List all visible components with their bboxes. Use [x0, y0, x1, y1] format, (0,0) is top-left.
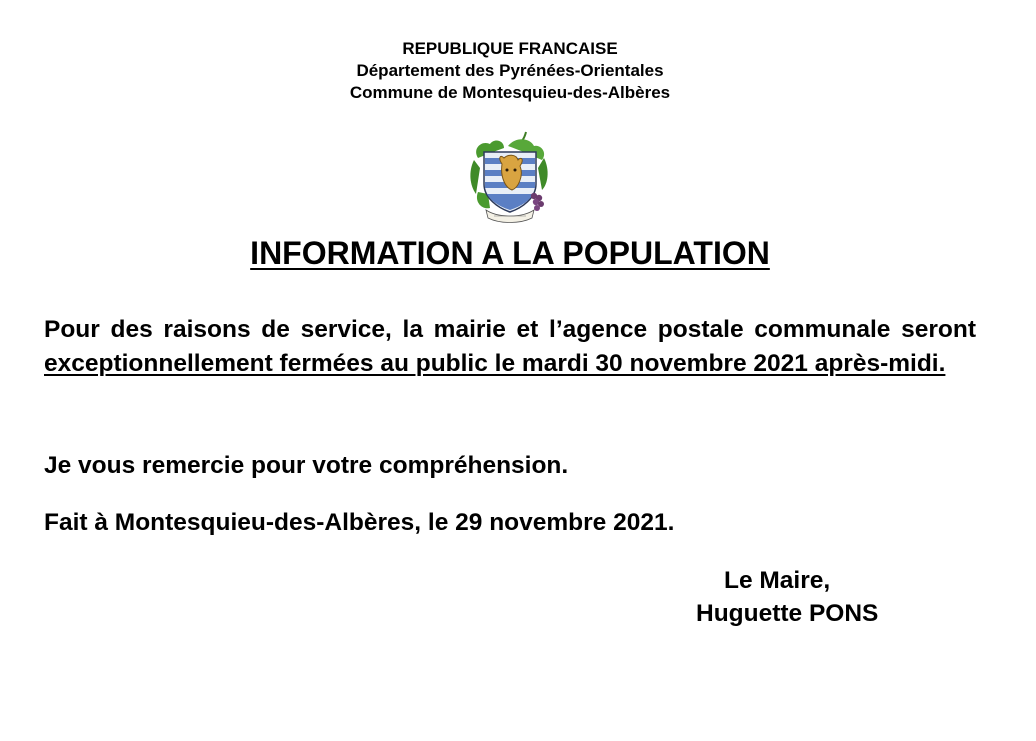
notice-text: Pour des raisons de service, la mairie et l’agence postale communale seront	[44, 316, 976, 343]
header-republic: REPUBLIQUE FRANCAISE	[402, 39, 618, 58]
notice-paragraph	[44, 313, 976, 380]
place-date-paragraph: Fait à Montesquieu-des-Albères, le 29 novembre 2021.	[44, 509, 675, 536]
signature-name: Huguette PONS	[696, 600, 879, 627]
signature-role: Le Maire,	[724, 567, 831, 594]
title-text: INFORMATION A LA POPULATION	[250, 235, 770, 271]
commune-coat-of-arms-icon	[468, 128, 552, 224]
document-header	[0, 38, 1020, 104]
notice-closure-details: exceptionnellement fermées au public le mardi 30 novembre 2021 après-midi.	[44, 349, 946, 377]
header-commune: Commune de Montesquieu-des-Albères	[349, 83, 671, 102]
thanks-paragraph: Je vous remercie pour votre compréhension.	[44, 452, 569, 479]
page-title	[0, 234, 1020, 272]
header-department: Département des Pyrénées-Orientales	[356, 61, 664, 80]
